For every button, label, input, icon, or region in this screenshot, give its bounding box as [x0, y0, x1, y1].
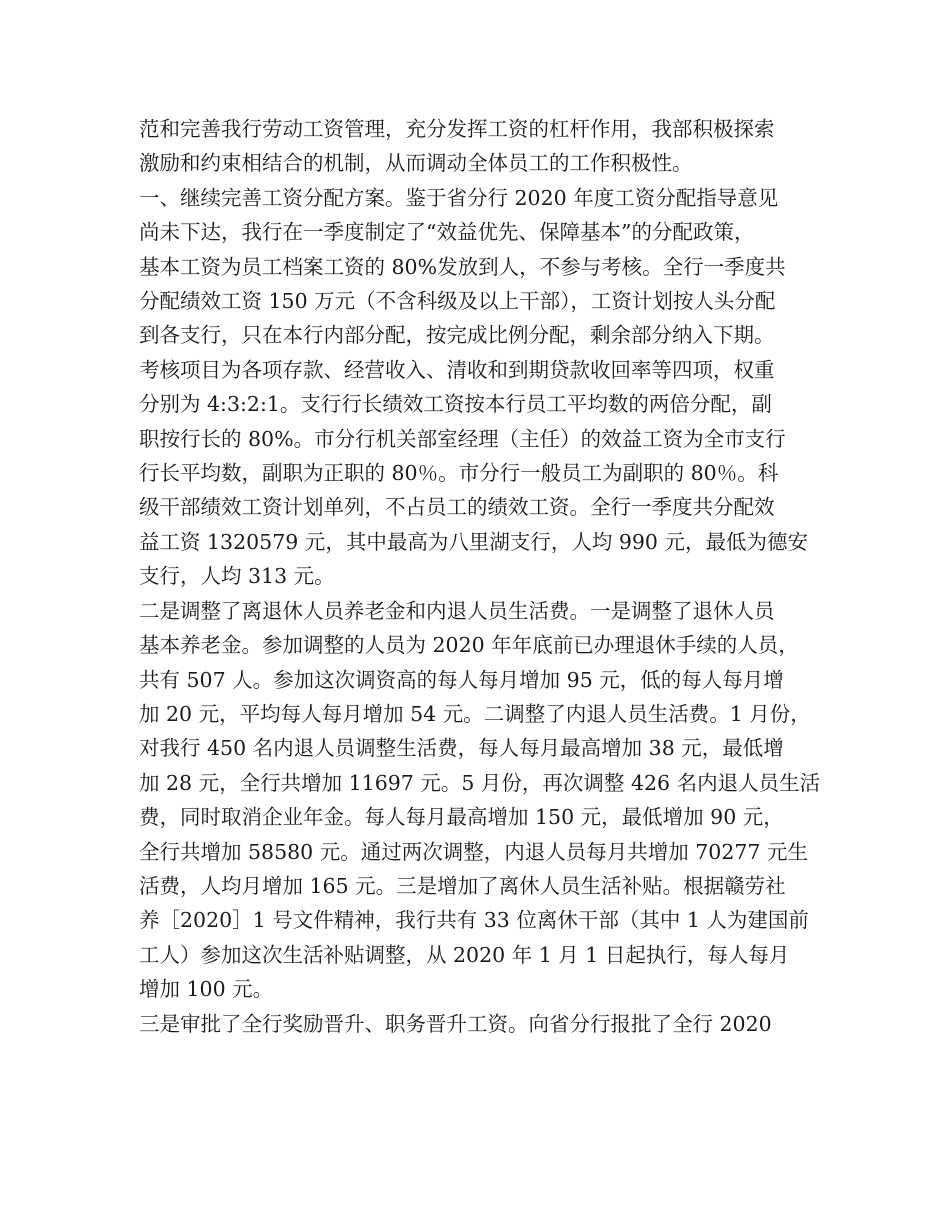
text-line: 到各支行，只在本行内部分配，按完成比例分配，剩余部分纳入下期。 — [139, 323, 775, 348]
text-line: 一、继续完善工资分配方案。鉴于省分行 2020 年度工资分配指导意见 — [139, 185, 779, 210]
text-line: 加 28 元，全行共增加 11697 元。5 月份，再次调整 426 名内退人员生活 — [139, 770, 821, 795]
text-line: 级干部绩效工资计划单列，不占员工的绩效工资。全行一季度共分配效 — [139, 495, 775, 520]
text-line: 工人）参加这次生活补贴调整，从 2020 年 1 月 1 日起执行，每人每月 — [139, 942, 790, 967]
text-line: 分配绩效工资 150 万元（不含科级及以上干部），工资计划按人头分配 — [139, 289, 776, 314]
text-line: 益工资 1320579 元，其中最高为八里湖支行，人均 990 元，最低为德安 — [139, 529, 808, 554]
text-line: 三是审批了全行奖励晋升、职务晋升工资。向省分行报批了全行 2020 — [139, 1011, 772, 1036]
text-line: 对我行 450 名内退人员调整生活费，每人每月最高增加 38 元，最低增 — [139, 736, 784, 761]
text-line: 行长平均数，副职为正职的 80％。市分行一般员工为副职的 80％。科 — [139, 461, 779, 486]
document-body — [139, 112, 829, 1041]
text-line: 尚未下达，我行在一季度制定了“效益优先、保障基本”的分配政策， — [139, 220, 755, 245]
text-line: 职按行长的 80%。市分行机关部室经理（主任）的效益工资为全市支行 — [139, 426, 786, 451]
text-line: 分别为 4:3:2:1。支行行长绩效工资按本行员工平均数的两倍分配，副 — [139, 392, 772, 417]
text-line: 支行，人均 313 元。 — [139, 564, 335, 589]
text-line: 基本工资为员工档案工资的 80%发放到人，不参与考核。全行一季度共 — [139, 254, 786, 279]
text-line: 激励和约束相结合的机制，从而调动全体员工的工作积极性。 — [139, 151, 693, 176]
text-line: 增加 100 元。 — [139, 977, 274, 1002]
text-line: 范和完善我行劳动工资管理，充分发挥工资的杠杆作用，我部积极探索 — [139, 117, 775, 141]
text-line: 全行共增加 58580 元。通过两次调整，内退人员每月共增加 70277 元生 — [139, 839, 808, 864]
text-line: 活费，人均月增加 165 元。三是增加了离休人员生活补贴。根据赣劳社 — [139, 873, 786, 898]
text-line: 养［2020］1 号文件精神，我行共有 33 位离休干部（其中 1 人为建国前 — [139, 908, 809, 933]
text-line: 基本养老金。参加调整的人员为 2020 年年底前已办理退休手续的人员， — [139, 633, 799, 658]
text-line: 考核项目为各项存款、经营收入、清收和到期贷款收回率等四项，权重 — [139, 357, 775, 382]
text-line: 二是调整了离退休人员养老金和内退人员生活费。一是调整了退休人员 — [139, 598, 775, 623]
text-line: 共有 507 人。参加这次调资高的每人每月增加 95 元，低的每人每月增 — [139, 667, 784, 692]
text-line: 加 20 元，平均每人每月增加 54 元。二调整了内退人员生活费。1 月份， — [139, 701, 811, 726]
text-line: 费，同时取消企业年金。每人每月最高增加 150 元，最低增加 90 元， — [139, 805, 784, 830]
